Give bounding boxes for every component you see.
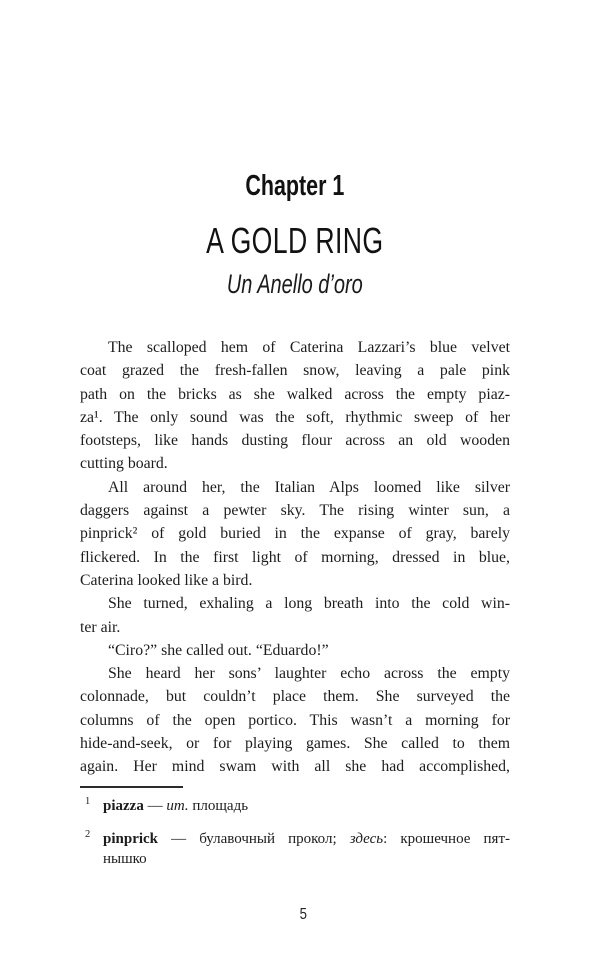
footnote-text: нышко xyxy=(103,851,147,868)
footnote-italic: ит. xyxy=(166,798,189,814)
body-text xyxy=(80,336,510,779)
body-line: colonnade, but couldn’t place them. She surveyed the xyxy=(80,688,510,706)
footnote-term: piazza xyxy=(103,798,144,814)
footnote-marker: 1 xyxy=(85,796,91,807)
footnote-line xyxy=(103,796,510,817)
body-line: pinprick² of gold buried in the expanse of gray, barely xyxy=(80,525,510,543)
chapter-label xyxy=(80,171,510,203)
footnote xyxy=(80,796,510,817)
body-line: za¹. The only sound was the soft, rhythmic sweep of her xyxy=(80,408,510,426)
chapter-title xyxy=(80,221,510,261)
chapter-label-text: Chapter 1 xyxy=(245,170,345,202)
body-line: coat grazed the fresh-fallen snow, leaving a pale pink xyxy=(80,362,510,380)
body-line: hide-and-seek, or for playing games. She called to them xyxy=(80,735,510,753)
footnote-italic: здесь xyxy=(349,830,384,847)
page-number-text: 5 xyxy=(299,906,307,923)
chapter-subtitle-text: Un Anello d’oro xyxy=(227,269,363,299)
footnote-line xyxy=(103,849,510,870)
footnote-text: — булавочный прокол; xyxy=(158,830,350,847)
footnote-text: — xyxy=(143,798,167,814)
body-line: again. Her mind swam with all she had accomplished, xyxy=(80,758,510,776)
footnote-line xyxy=(103,829,510,850)
chapter-title-text: A GOLD RING xyxy=(206,220,384,261)
body-line: All around her, the Italian Alps loomed like silver xyxy=(108,478,510,496)
body-line: cutting board. xyxy=(80,455,168,473)
footnotes xyxy=(80,796,510,882)
body-line: The scalloped hem of Caterina Lazzari’s blue velvet xyxy=(108,339,510,356)
body-line: flickered. In the first light of morning, dressed in blue, xyxy=(80,548,510,566)
footnote-separator xyxy=(80,786,183,788)
footnote xyxy=(80,829,510,870)
body-line: columns of the open portico. This wasn’t a morning for xyxy=(80,711,510,729)
body-line: daggers against a pewter sky. The rising winter sun, a xyxy=(80,502,510,520)
body-line: “Ciro?” she called out. “Eduardo!” xyxy=(108,641,329,659)
body-line: She heard her sons’ laughter echo across the empty xyxy=(108,665,510,683)
footnote-text: : крошечное пят- xyxy=(383,830,510,847)
body-line: footsteps, like hands dusting flour across an old wooden xyxy=(80,432,510,450)
body-line: ter air. xyxy=(80,618,121,636)
footnote-term: pinprick xyxy=(103,830,159,847)
body-line: path on the bricks as she walked across the empty piaz- xyxy=(80,385,510,403)
page-number xyxy=(0,906,606,924)
chapter-subtitle xyxy=(80,270,510,300)
footnote-text: площадь xyxy=(188,798,249,814)
footnote-marker: 2 xyxy=(85,828,91,840)
body-line: She turned, exhaling a long breath into the cold win- xyxy=(108,595,510,613)
body-line: Caterina looked like a bird. xyxy=(80,571,253,589)
